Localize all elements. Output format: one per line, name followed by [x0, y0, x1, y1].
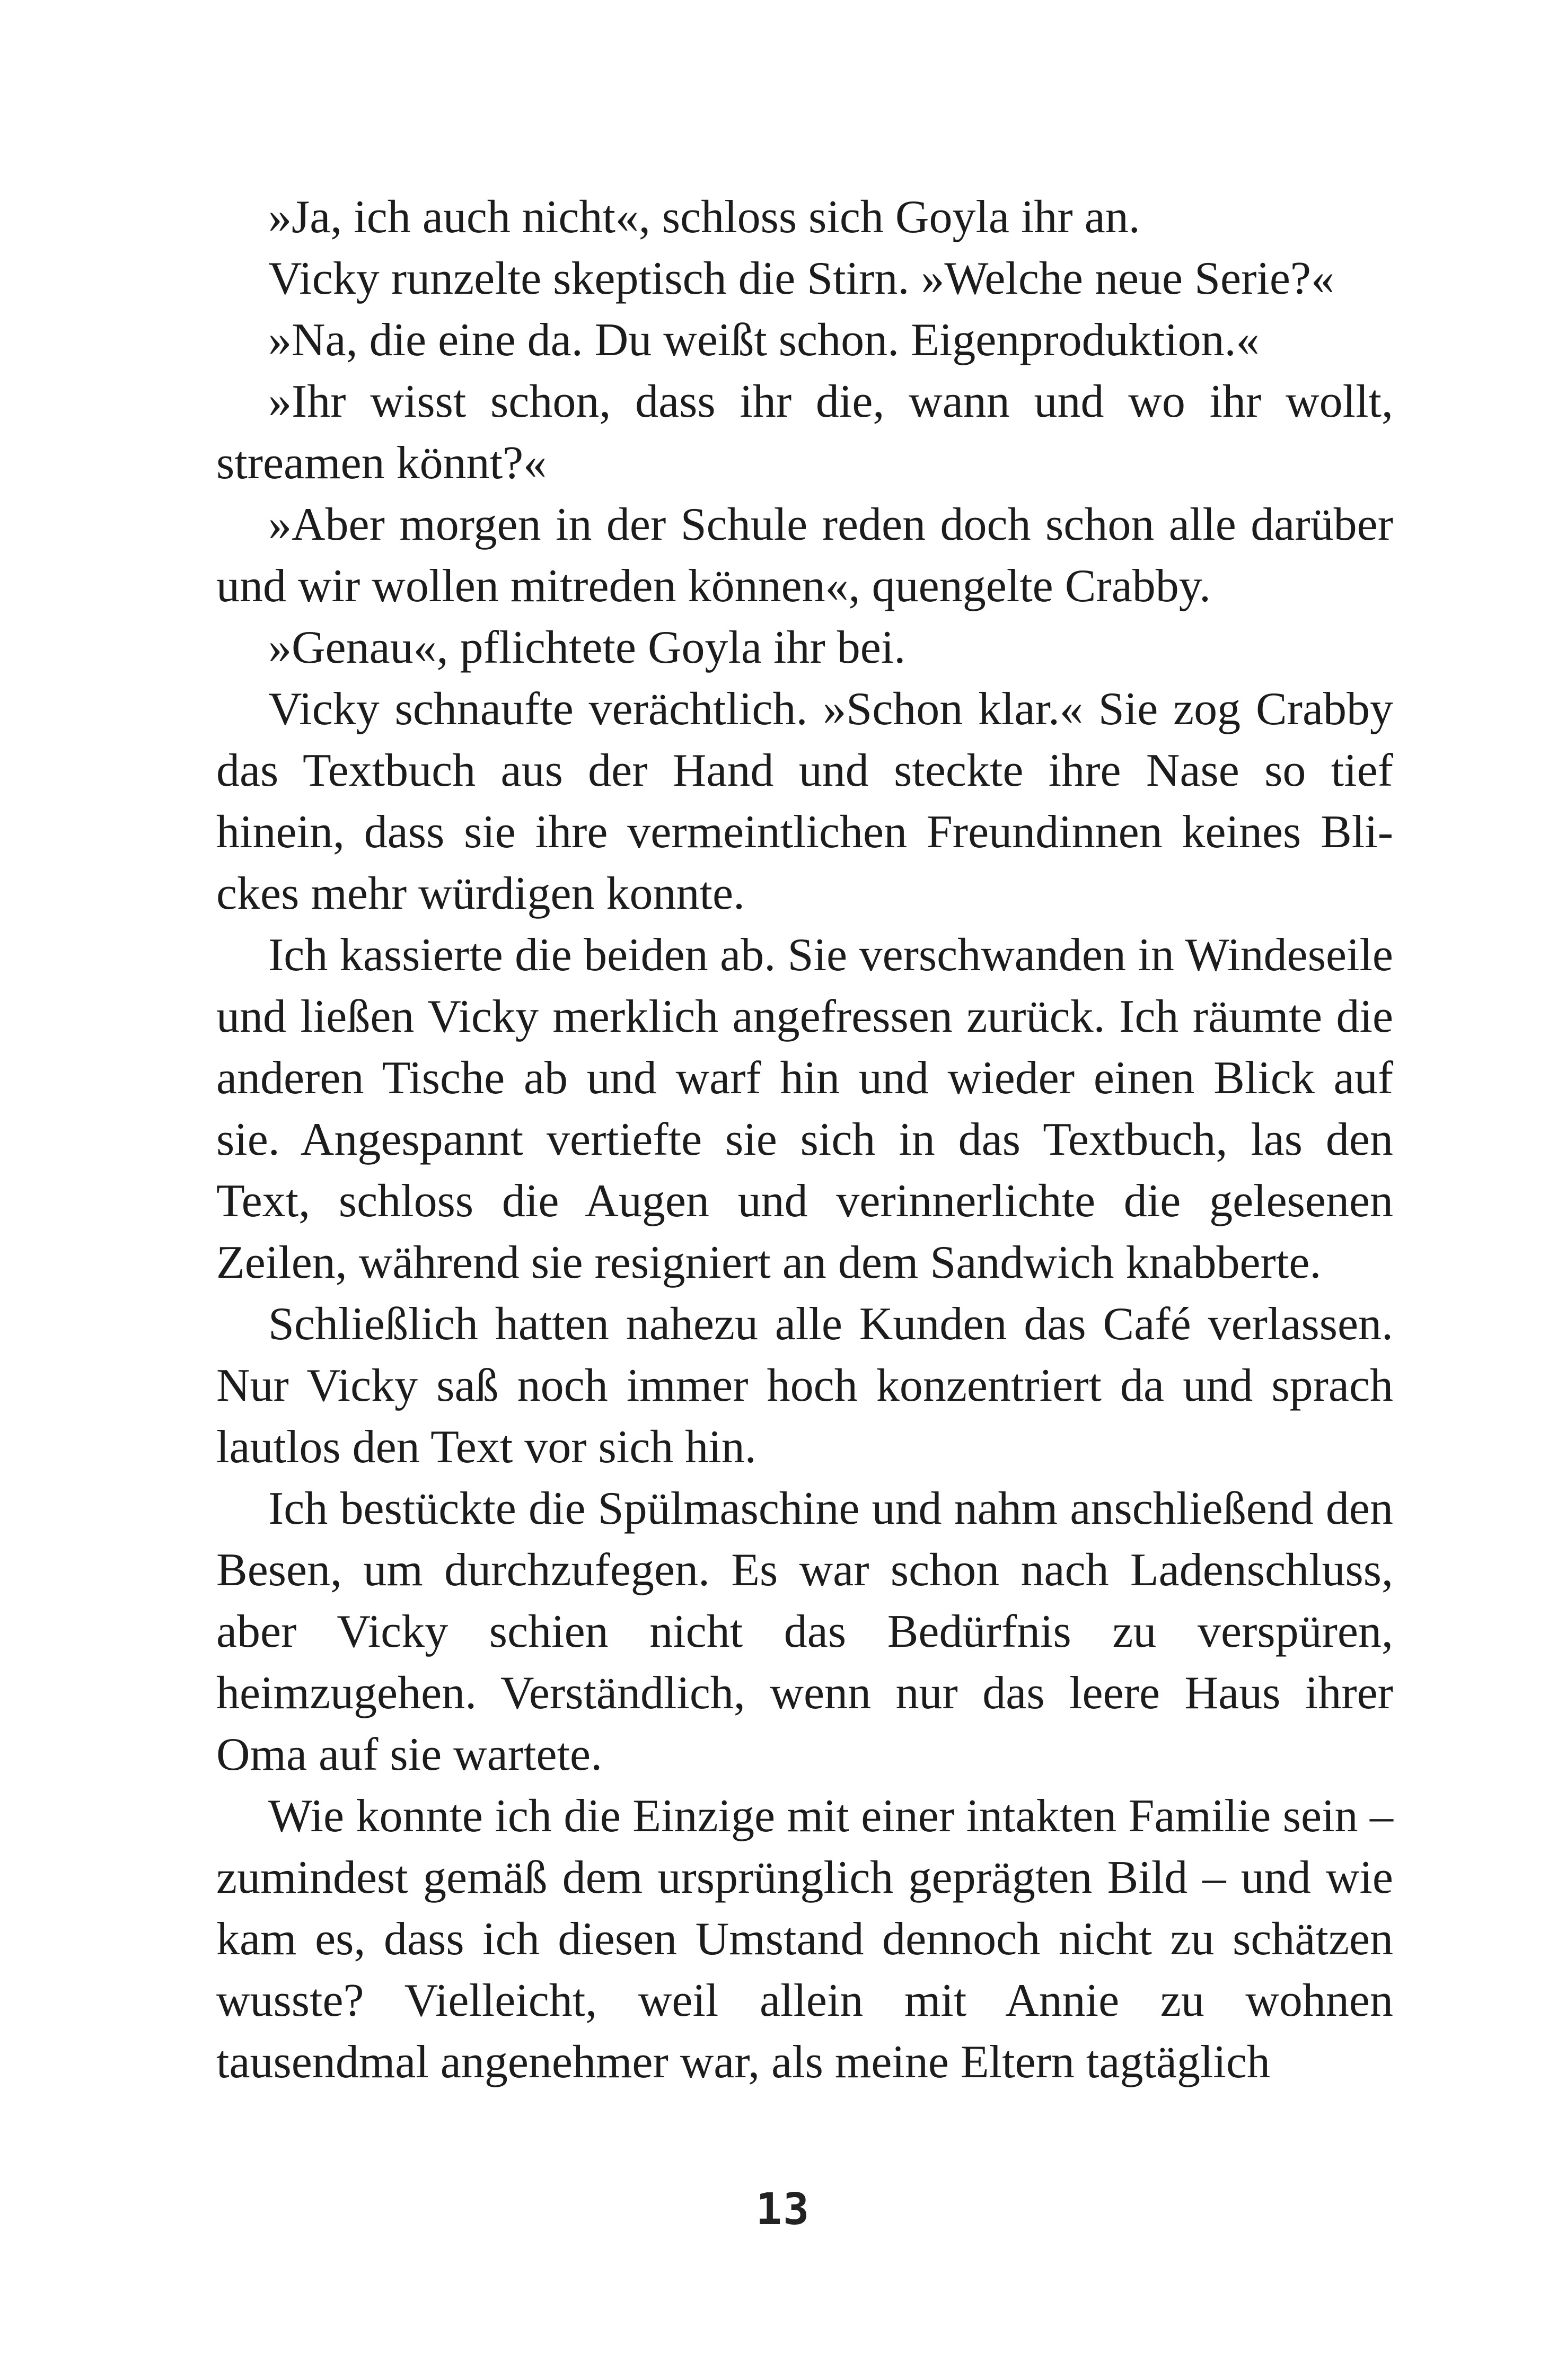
- paragraph: Vicky runzelte skeptisch die Stirn. »Welche neue Serie?«: [268, 253, 1334, 304]
- paragraph: Vicky schnaufte verächtlich. »Schon klar.« Sie zog Crabby das Textbuch aus der Hand und steckte ihre Nase so tief hinein, dass sie ihre vermeintlichen Freundinnen keines Blickes mehr würdigen konnte.: [216, 683, 1393, 919]
- paragraph: »Ja, ich auch nicht«, schloss sich Goyla ihr an.: [268, 191, 1140, 243]
- paragraph: Ich bestückte die Spülmaschine und nahm anschließend den Besen, um durchzufegen. Es war schon nach Ladenschluss, aber Vicky schien nicht das Bedürfnis zu verspüren, heimzugehen. Verständlich, wenn nur das leere Haus ihrer Oma auf sie wartete.: [216, 1483, 1393, 1780]
- paragraph: »Na, die eine da. Du weißt schon. Eigenproduktion.«: [268, 314, 1260, 366]
- paragraph: »Genau«, pflichtete Goyla ihr bei.: [268, 622, 906, 673]
- paragraph: Wie konnte ich die Einzige mit einer intakten Familie sein – zumindest gemäß dem ursprünglich geprägten Bild – und wie kam es, dass ich diesen Umstand dennoch nicht zu schätzen wusste? Vielleicht, weil allein mit Annie zu wohnen tausendmal angenehmer war, als meine Eltern tagtäglich: [216, 1790, 1393, 2088]
- paragraph: Ich kassierte die beiden ab. Sie verschwanden in Windeseile und ließen Vicky merklich angefressen zurück. Ich räumte die anderen Tische ab und warf hin und wieder einen Blick auf sie. Angespannt vertiefte sie sich in das Textbuch, las den Text, schloss die Augen und verinnerlichte die gelesenen Zeilen, während sie resigniert an dem Sandwich knabberte.: [216, 929, 1393, 1288]
- paragraph: Schließlich hatten nahezu alle Kunden das Café verlassen. Nur Vicky saß noch immer hoch konzentriert da und sprach lautlos den Text vor sich hin.: [216, 1298, 1393, 1473]
- body-text: [216, 187, 1393, 2093]
- paragraph: »Ihr wisst schon, dass ihr die, wann und wo ihr wollt, streamen könnt?«: [216, 376, 1393, 489]
- paragraph: »Aber morgen in der Schule reden doch schon alle darüber und wir wollen mitreden können«, quengelte Crabby.: [216, 499, 1393, 612]
- page-number: 13: [755, 2184, 811, 2235]
